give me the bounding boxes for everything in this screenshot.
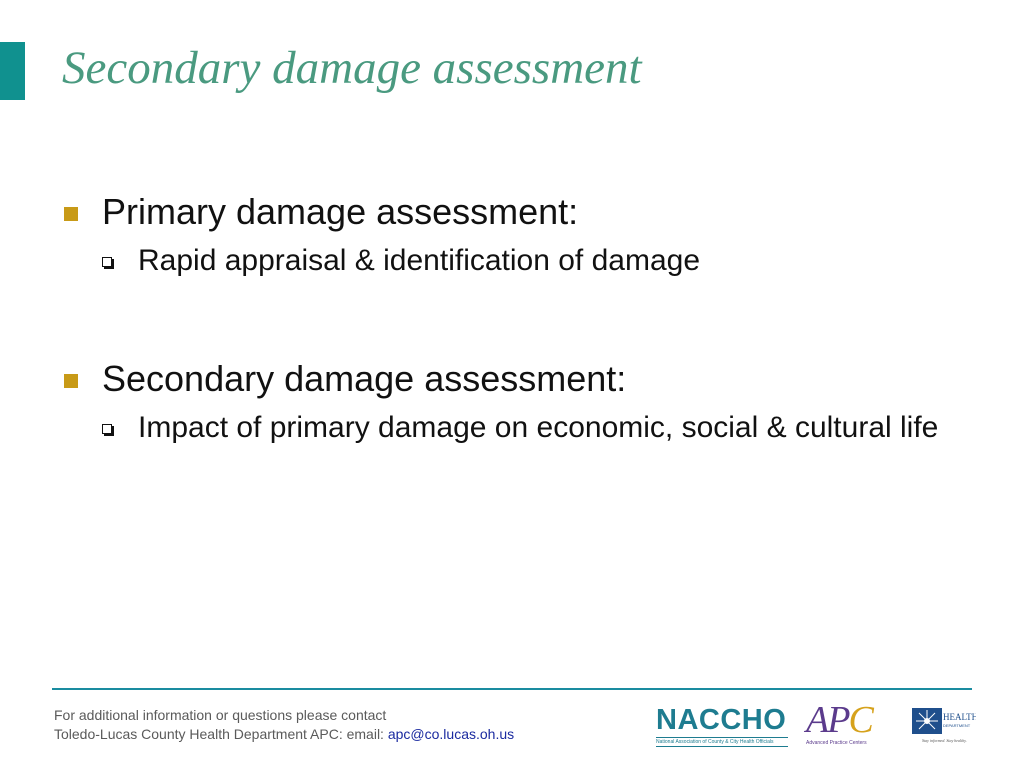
footer-org-text: Toledo-Lucas County Health Department APC: email: bbox=[54, 726, 388, 742]
footer-line-2 bbox=[54, 725, 514, 744]
apc-logo bbox=[806, 700, 902, 748]
title-accent-bar bbox=[0, 42, 25, 100]
apc-tagline: Advanced Practice Centers bbox=[806, 740, 867, 746]
bullet-item bbox=[64, 190, 964, 282]
footer-contact bbox=[54, 706, 514, 744]
bullet-level1 bbox=[64, 190, 964, 234]
square-bullet-icon bbox=[64, 207, 78, 221]
bullet-text: Primary damage assessment: bbox=[102, 191, 579, 232]
footer-divider bbox=[52, 688, 972, 690]
checkbox-bullet-icon bbox=[102, 257, 112, 267]
hd-name: HEALTH bbox=[943, 712, 976, 722]
square-bullet-icon bbox=[64, 374, 78, 388]
naccho-logo bbox=[656, 705, 788, 745]
hd-subname: DEPARTMENT bbox=[943, 723, 971, 728]
checkbox-bullet-icon bbox=[102, 424, 112, 434]
hd-tagline: Stay informed. Stay healthy. bbox=[922, 738, 967, 743]
bullet-level2 bbox=[64, 240, 964, 282]
bullet-text: Secondary damage assessment: bbox=[102, 358, 627, 399]
sub-bullet-text: Impact of primary damage on economic, social & cultural life bbox=[138, 411, 939, 444]
apc-wordmark bbox=[806, 700, 902, 740]
naccho-wordmark: NACCHO bbox=[656, 704, 787, 736]
footer-email-link[interactable]: apc@co.lucas.oh.us bbox=[387, 726, 515, 742]
bullet-level1 bbox=[64, 357, 964, 401]
naccho-tagline: National Association of County & City Health Officials bbox=[656, 737, 788, 747]
slide-title: Secondary damage assessment bbox=[62, 42, 642, 94]
health-department-logo bbox=[910, 704, 976, 746]
sub-bullet-text: Rapid appraisal & identification of damage bbox=[138, 244, 701, 277]
apc-letter-a: A bbox=[806, 699, 828, 741]
footer-line-1: For additional information or questions please contact bbox=[54, 707, 387, 723]
apc-letter-c: C bbox=[848, 699, 872, 741]
health-department-emblem-icon bbox=[910, 704, 976, 746]
apc-letter-p: P bbox=[827, 699, 849, 741]
bullet-item bbox=[64, 357, 964, 449]
bullet-level2 bbox=[64, 407, 958, 449]
